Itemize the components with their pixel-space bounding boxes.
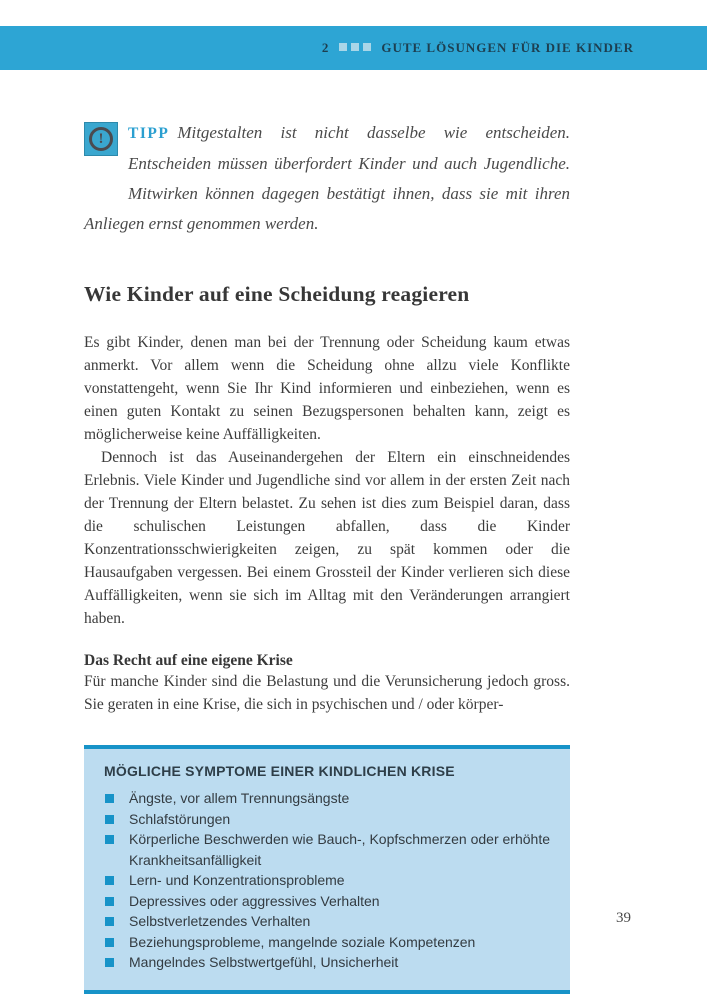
bullet-square-icon (105, 958, 114, 967)
list-item: Beziehungsprobleme, mangelnde soziale Kompetenzen (104, 932, 550, 953)
list-item: Depressives oder aggressives Verhalten (104, 891, 550, 912)
body-paragraph-1: Es gibt Kinder, denen man bei der Trennung oder Scheidung kaum etwas anmerkt. Vor allem wenn die Scheidung ohne allzu viele Konflikte vonstattengeht, wenn Sie Ihr Kind informieren und einbeziehen, wenn es einen guten Kontakt zu seinen Bezugspersonen behalten kann, zeigt es möglicherweise keine Auffälligkeiten. (84, 334, 570, 443)
tip-paragraph (84, 118, 570, 239)
page-content (84, 118, 570, 994)
chapter-squares-icon (339, 43, 371, 51)
symptoms-list (104, 788, 550, 973)
square-icon (363, 43, 371, 51)
list-item: Schlafstörungen (104, 809, 550, 830)
chapter-title: GUTE LÖSUNGEN FÜR DIE KINDER (381, 40, 634, 55)
list-item: Mangelndes Selbstwertgefühl, Unsicherheit (104, 952, 550, 973)
bullet-square-icon (105, 917, 114, 926)
tip-label: TIPP (128, 125, 170, 142)
square-icon (339, 43, 347, 51)
tip-callout (84, 118, 570, 239)
chapter-header-bar (0, 26, 707, 70)
list-item: Lern- und Konzentrationsprobleme (104, 870, 550, 891)
symptoms-info-box (84, 745, 570, 994)
section-heading: Wie Kinder auf eine Scheidung reagieren (84, 282, 470, 306)
bullet-square-icon (105, 815, 114, 824)
exclamation-icon: ! (84, 122, 118, 156)
list-item: Ängste, vor allem Trennungsängste (104, 788, 550, 809)
bullet-square-icon (105, 835, 114, 844)
chapter-number: 2 (321, 40, 330, 55)
sub-heading: Das Recht auf eine eigene Krise (84, 652, 293, 669)
page-number: 39 (616, 910, 631, 926)
body-paragraph-3: Für manche Kinder sind die Belastung und die Verunsicherung jedoch gross. Sie geraten in eine Krise, die sich in psychischen und / oder körper- (84, 673, 570, 713)
tip-text: Mitgestalten ist nicht dasselbe wie entscheiden. Entscheiden müssen überfordert Kinder und auch Jugendliche. Mitwirken können dagegen bestätigt ihnen, dass sie mit ihren Anliegen ernst genommen werden. (84, 123, 570, 233)
bullet-square-icon (105, 876, 114, 885)
body-paragraph-2: Dennoch ist das Auseinandergehen der Eltern ein einschneidendes Erlebnis. Viele Kinder und Jugendliche sind vor allem in der ersten Zeit nach der Trennung der Eltern belastet. Zu sehen ist dies zum Beispiel daran, dass die schulischen Leistungen abfallen, dass die Kinder Konzentrationsschwierigkeiten zeigen, zu spät kommen oder die Hausaufgaben vergessen. Bei einem Grossteil der Kinder verlieren sich diese Auffälligkeiten, wenn sie sich im Alltag mit den Veränderungen arrangiert haben. (84, 449, 570, 627)
info-box-title: MÖGLICHE SYMPTOME EINER KINDLICHEN KRISE (104, 763, 455, 779)
chapter-header (322, 40, 634, 56)
list-item: Körperliche Beschwerden wie Bauch-, Kopfschmerzen oder erhöhte Krankheitsanfälligkeit (104, 829, 550, 870)
bullet-square-icon (105, 938, 114, 947)
square-icon (351, 43, 359, 51)
bullet-square-icon (105, 794, 114, 803)
bullet-square-icon (105, 897, 114, 906)
list-item: Selbstverletzendes Verhalten (104, 911, 550, 932)
